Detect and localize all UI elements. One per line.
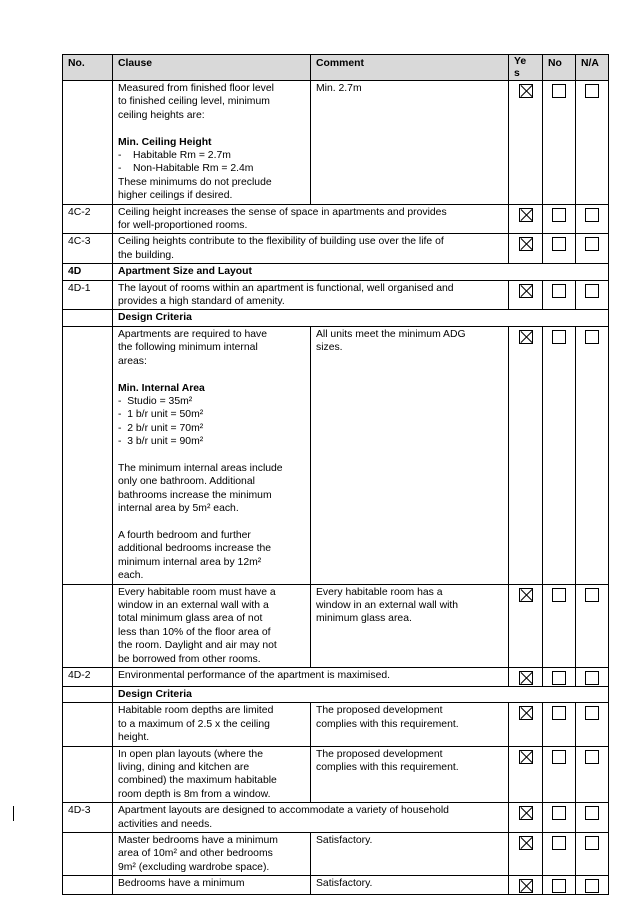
clause-line: minimum internal area by 12m² xyxy=(118,556,262,568)
clause-line: Every habitable room must have a xyxy=(118,586,276,598)
comment-line: complies with this requirement. xyxy=(316,718,459,730)
row-number: 4D-1 xyxy=(63,280,113,310)
row-number: 4D-3 xyxy=(63,803,113,833)
clause-cell xyxy=(113,326,311,584)
header-comment: Comment xyxy=(311,55,509,81)
na-cell xyxy=(576,833,609,876)
section-number: 4D xyxy=(63,264,113,280)
clause-line: Habitable room depths are limited xyxy=(118,705,274,717)
no-checkbox[interactable] xyxy=(552,750,566,764)
row-number: 4D-2 xyxy=(63,668,113,687)
table-row xyxy=(63,668,609,687)
subheading-row xyxy=(63,310,609,326)
comment-line: The proposed development xyxy=(316,705,443,717)
comment-cell xyxy=(311,703,509,746)
row-number xyxy=(63,746,113,803)
section-heading-row xyxy=(63,264,609,280)
clause-line: Apartments are required to have xyxy=(118,328,268,340)
yes-cell xyxy=(509,234,543,264)
clause-line: provides a high standard of amenity. xyxy=(118,296,285,308)
no-cell xyxy=(543,876,576,895)
na-cell xyxy=(576,234,609,264)
clause-cell xyxy=(113,204,509,234)
clause-line: Master bedrooms have a minimum xyxy=(118,835,278,847)
clause-line: In open plan layouts (where the xyxy=(118,748,263,760)
na-cell xyxy=(576,280,609,310)
no-checkbox[interactable] xyxy=(552,284,566,298)
no-checkbox[interactable] xyxy=(552,330,566,344)
comment-cell xyxy=(311,833,509,876)
clause-cell xyxy=(113,584,311,667)
clause-cell xyxy=(113,280,509,310)
comment-line: Satisfactory. xyxy=(316,835,373,847)
row-number xyxy=(63,833,113,876)
clause-line: The layout of rooms within an apartment is functional, well organised and xyxy=(118,282,454,294)
na-checkbox[interactable] xyxy=(585,330,599,344)
clause-line: total minimum glass area of not xyxy=(118,613,263,625)
clause-line: higher ceilings if desired. xyxy=(118,190,233,202)
clause-line: room depth is 8m from a window. xyxy=(118,788,271,800)
na-checkbox[interactable] xyxy=(585,750,599,764)
yes-cell xyxy=(509,326,543,584)
table-row xyxy=(63,81,609,205)
clause-line: areas: xyxy=(118,355,147,367)
no-cell xyxy=(543,833,576,876)
clause-line: additional bedrooms increase the xyxy=(118,543,272,555)
na-checkbox[interactable] xyxy=(585,706,599,720)
clause-cell xyxy=(113,876,311,895)
clause-line: only one bathroom. Additional xyxy=(118,476,255,488)
row-number xyxy=(63,326,113,584)
na-cell xyxy=(576,204,609,234)
row-number xyxy=(63,81,113,205)
header-no: No. xyxy=(63,55,113,81)
table-row xyxy=(63,204,609,234)
yes-checkbox[interactable] xyxy=(519,588,533,602)
yes-cell xyxy=(509,703,543,746)
yes-checkbox[interactable] xyxy=(519,330,533,344)
clause-line: the following minimum internal xyxy=(118,342,258,354)
no-checkbox[interactable] xyxy=(552,84,566,98)
na-checkbox[interactable] xyxy=(585,208,599,222)
yes-cell xyxy=(509,803,543,833)
no-cell xyxy=(543,703,576,746)
no-cell xyxy=(543,668,576,687)
comment-cell xyxy=(311,81,509,205)
clause-line: These minimums do not preclude xyxy=(118,176,272,188)
clause-cell xyxy=(113,668,509,687)
table-row xyxy=(63,746,609,803)
clause-line: The minimum internal areas include xyxy=(118,462,283,474)
comment-cell xyxy=(311,876,509,895)
no-cell xyxy=(543,803,576,833)
yes-checkbox[interactable] xyxy=(519,706,533,720)
clause-line: area of 10m² and other bedrooms xyxy=(118,848,273,860)
clause-line: Environmental performance of the apartment is maximised. xyxy=(118,670,391,681)
clause-line: to finished ceiling level, minimum xyxy=(118,96,270,108)
yes-checkbox[interactable] xyxy=(519,750,533,764)
yes-cell xyxy=(509,876,543,895)
no-checkbox[interactable] xyxy=(552,879,566,893)
clause-line: Min. Ceiling Height xyxy=(118,136,212,148)
na-cell xyxy=(576,584,609,667)
yes-checkbox[interactable] xyxy=(519,84,533,98)
clause-line: A fourth bedroom and further xyxy=(118,529,251,541)
clause-cell xyxy=(113,803,509,833)
row-number: 4C-3 xyxy=(63,234,113,264)
header-row xyxy=(63,55,609,81)
na-cell xyxy=(576,668,609,687)
header-yes xyxy=(509,55,543,81)
comment-line: sizes. xyxy=(316,342,343,354)
na-cell xyxy=(576,703,609,746)
comment-line: The proposed development xyxy=(316,748,443,760)
clause-line: Ceiling height increases the sense of space in apartments and provides xyxy=(118,206,447,218)
no-cell xyxy=(543,746,576,803)
yes-cell xyxy=(509,81,543,205)
yes-checkbox[interactable] xyxy=(519,208,533,222)
yes-checkbox[interactable] xyxy=(519,806,533,820)
clause-line: the building. xyxy=(118,249,175,261)
table-row xyxy=(63,803,609,833)
comment-line: Min. 2.7m xyxy=(316,83,362,94)
clause-line: - Non-Habitable Rm = 2.4m xyxy=(118,163,254,175)
na-checkbox[interactable] xyxy=(585,284,599,298)
clause-line: window in an external wall with a xyxy=(118,599,269,611)
header-clause: Clause xyxy=(113,55,311,81)
no-cell xyxy=(543,204,576,234)
na-cell xyxy=(576,326,609,584)
clause-cell xyxy=(113,833,311,876)
row-number xyxy=(63,876,113,895)
subheading-row xyxy=(63,687,609,703)
clause-line: Bedrooms have a minimum xyxy=(118,878,245,890)
clause-line: living, dining and kitchen are xyxy=(118,762,250,774)
na-checkbox[interactable] xyxy=(585,237,599,251)
yes-cell xyxy=(509,584,543,667)
clause-line: for well-proportioned rooms. xyxy=(118,220,248,232)
no-checkbox[interactable] xyxy=(552,836,566,850)
yes-checkbox[interactable] xyxy=(519,671,533,685)
clause-line: each. xyxy=(118,570,144,582)
clause-line: Apartment layouts are designed to accommodate a variety of household xyxy=(118,805,449,817)
clause-line: internal area by 5m² each. xyxy=(118,503,239,515)
row-number xyxy=(63,584,113,667)
no-checkbox[interactable] xyxy=(552,237,566,251)
clause-line: to a maximum of 2.5 x the ceiling xyxy=(118,718,270,730)
no-checkbox[interactable] xyxy=(552,806,566,820)
clause-line: - 2 b/r unit = 70m² xyxy=(118,422,204,434)
clause-line: Min. Internal Area xyxy=(118,382,205,394)
clause-line: bathrooms increase the minimum xyxy=(118,489,272,501)
table-row xyxy=(63,326,609,584)
clause-line: ceiling heights are: xyxy=(118,109,205,121)
clause-line xyxy=(118,122,305,135)
na-cell xyxy=(576,803,609,833)
na-checkbox[interactable] xyxy=(585,84,599,98)
no-checkbox[interactable] xyxy=(552,208,566,222)
table-row xyxy=(63,876,609,895)
na-checkbox[interactable] xyxy=(585,879,599,893)
clause-line: less than 10% of the floor area of xyxy=(118,626,271,638)
design-criteria-heading: Design Criteria xyxy=(113,687,609,703)
comment-cell xyxy=(311,584,509,667)
comment-line: complies with this requirement. xyxy=(316,762,459,774)
na-checkbox[interactable] xyxy=(585,671,599,685)
clause-line: height. xyxy=(118,732,150,744)
header-no-col: No xyxy=(543,55,576,81)
no-checkbox[interactable] xyxy=(552,588,566,602)
clause-line: - Habitable Rm = 2.7m xyxy=(118,150,231,162)
section-heading: Apartment Size and Layout xyxy=(113,264,609,280)
comment-line: Every habitable room has a xyxy=(316,586,443,598)
header-yes-text: Ye s xyxy=(514,56,527,79)
clause-cell xyxy=(113,234,509,264)
row-number xyxy=(63,310,113,326)
row-number: 4C-2 xyxy=(63,204,113,234)
design-criteria-heading: Design Criteria xyxy=(113,310,609,326)
table-row xyxy=(63,280,609,310)
table-row xyxy=(63,703,609,746)
yes-cell xyxy=(509,280,543,310)
row-number xyxy=(63,687,113,703)
compliance-table xyxy=(62,54,609,895)
clause-line xyxy=(118,368,305,381)
row-number xyxy=(63,703,113,746)
yes-checkbox[interactable] xyxy=(519,836,533,850)
clause-line: combined) the maximum habitable xyxy=(118,775,277,787)
table-row xyxy=(63,833,609,876)
na-checkbox[interactable] xyxy=(585,588,599,602)
clause-line: be borrowed from other rooms. xyxy=(118,653,261,665)
no-cell xyxy=(543,234,576,264)
comment-line: minimum glass area. xyxy=(316,613,412,625)
yes-cell xyxy=(509,668,543,687)
comment-line: All units meet the minimum ADG xyxy=(316,328,466,340)
header-na: N/A xyxy=(576,55,609,81)
clause-cell xyxy=(113,703,311,746)
clause-line xyxy=(118,516,305,529)
no-cell xyxy=(543,280,576,310)
comment-line: Satisfactory. xyxy=(316,878,373,890)
table-row xyxy=(63,234,609,264)
yes-cell xyxy=(509,833,543,876)
clause-line: Measured from finished floor level xyxy=(118,83,274,94)
no-checkbox[interactable] xyxy=(552,706,566,720)
clause-line xyxy=(118,449,305,462)
yes-checkbox[interactable] xyxy=(519,237,533,251)
no-cell xyxy=(543,584,576,667)
yes-cell xyxy=(509,746,543,803)
clause-cell xyxy=(113,81,311,205)
clause-cell xyxy=(113,746,311,803)
na-checkbox[interactable] xyxy=(585,836,599,850)
na-checkbox[interactable] xyxy=(585,806,599,820)
clause-line: activities and needs. xyxy=(118,818,213,830)
clause-line: - Studio = 35m² xyxy=(118,395,193,407)
comment-line: window in an external wall with xyxy=(316,599,459,611)
no-checkbox[interactable] xyxy=(552,671,566,685)
na-cell xyxy=(576,876,609,895)
clause-line: - 1 b/r unit = 50m² xyxy=(118,409,204,421)
yes-checkbox[interactable] xyxy=(519,284,533,298)
comment-cell xyxy=(311,326,509,584)
comment-cell xyxy=(311,746,509,803)
na-cell xyxy=(576,81,609,205)
clause-line: 9m² (excluding wardrobe space). xyxy=(118,861,270,873)
yes-checkbox[interactable] xyxy=(519,879,533,893)
text-cursor xyxy=(13,806,14,821)
table-row xyxy=(63,584,609,667)
clause-line: - 3 b/r unit = 90m² xyxy=(118,436,204,448)
no-cell xyxy=(543,326,576,584)
na-cell xyxy=(576,746,609,803)
clause-line: the room. Daylight and air may not xyxy=(118,640,277,652)
no-cell xyxy=(543,81,576,205)
yes-cell xyxy=(509,204,543,234)
clause-line: Ceiling heights contribute to the flexibility of building use over the life of xyxy=(118,236,444,248)
